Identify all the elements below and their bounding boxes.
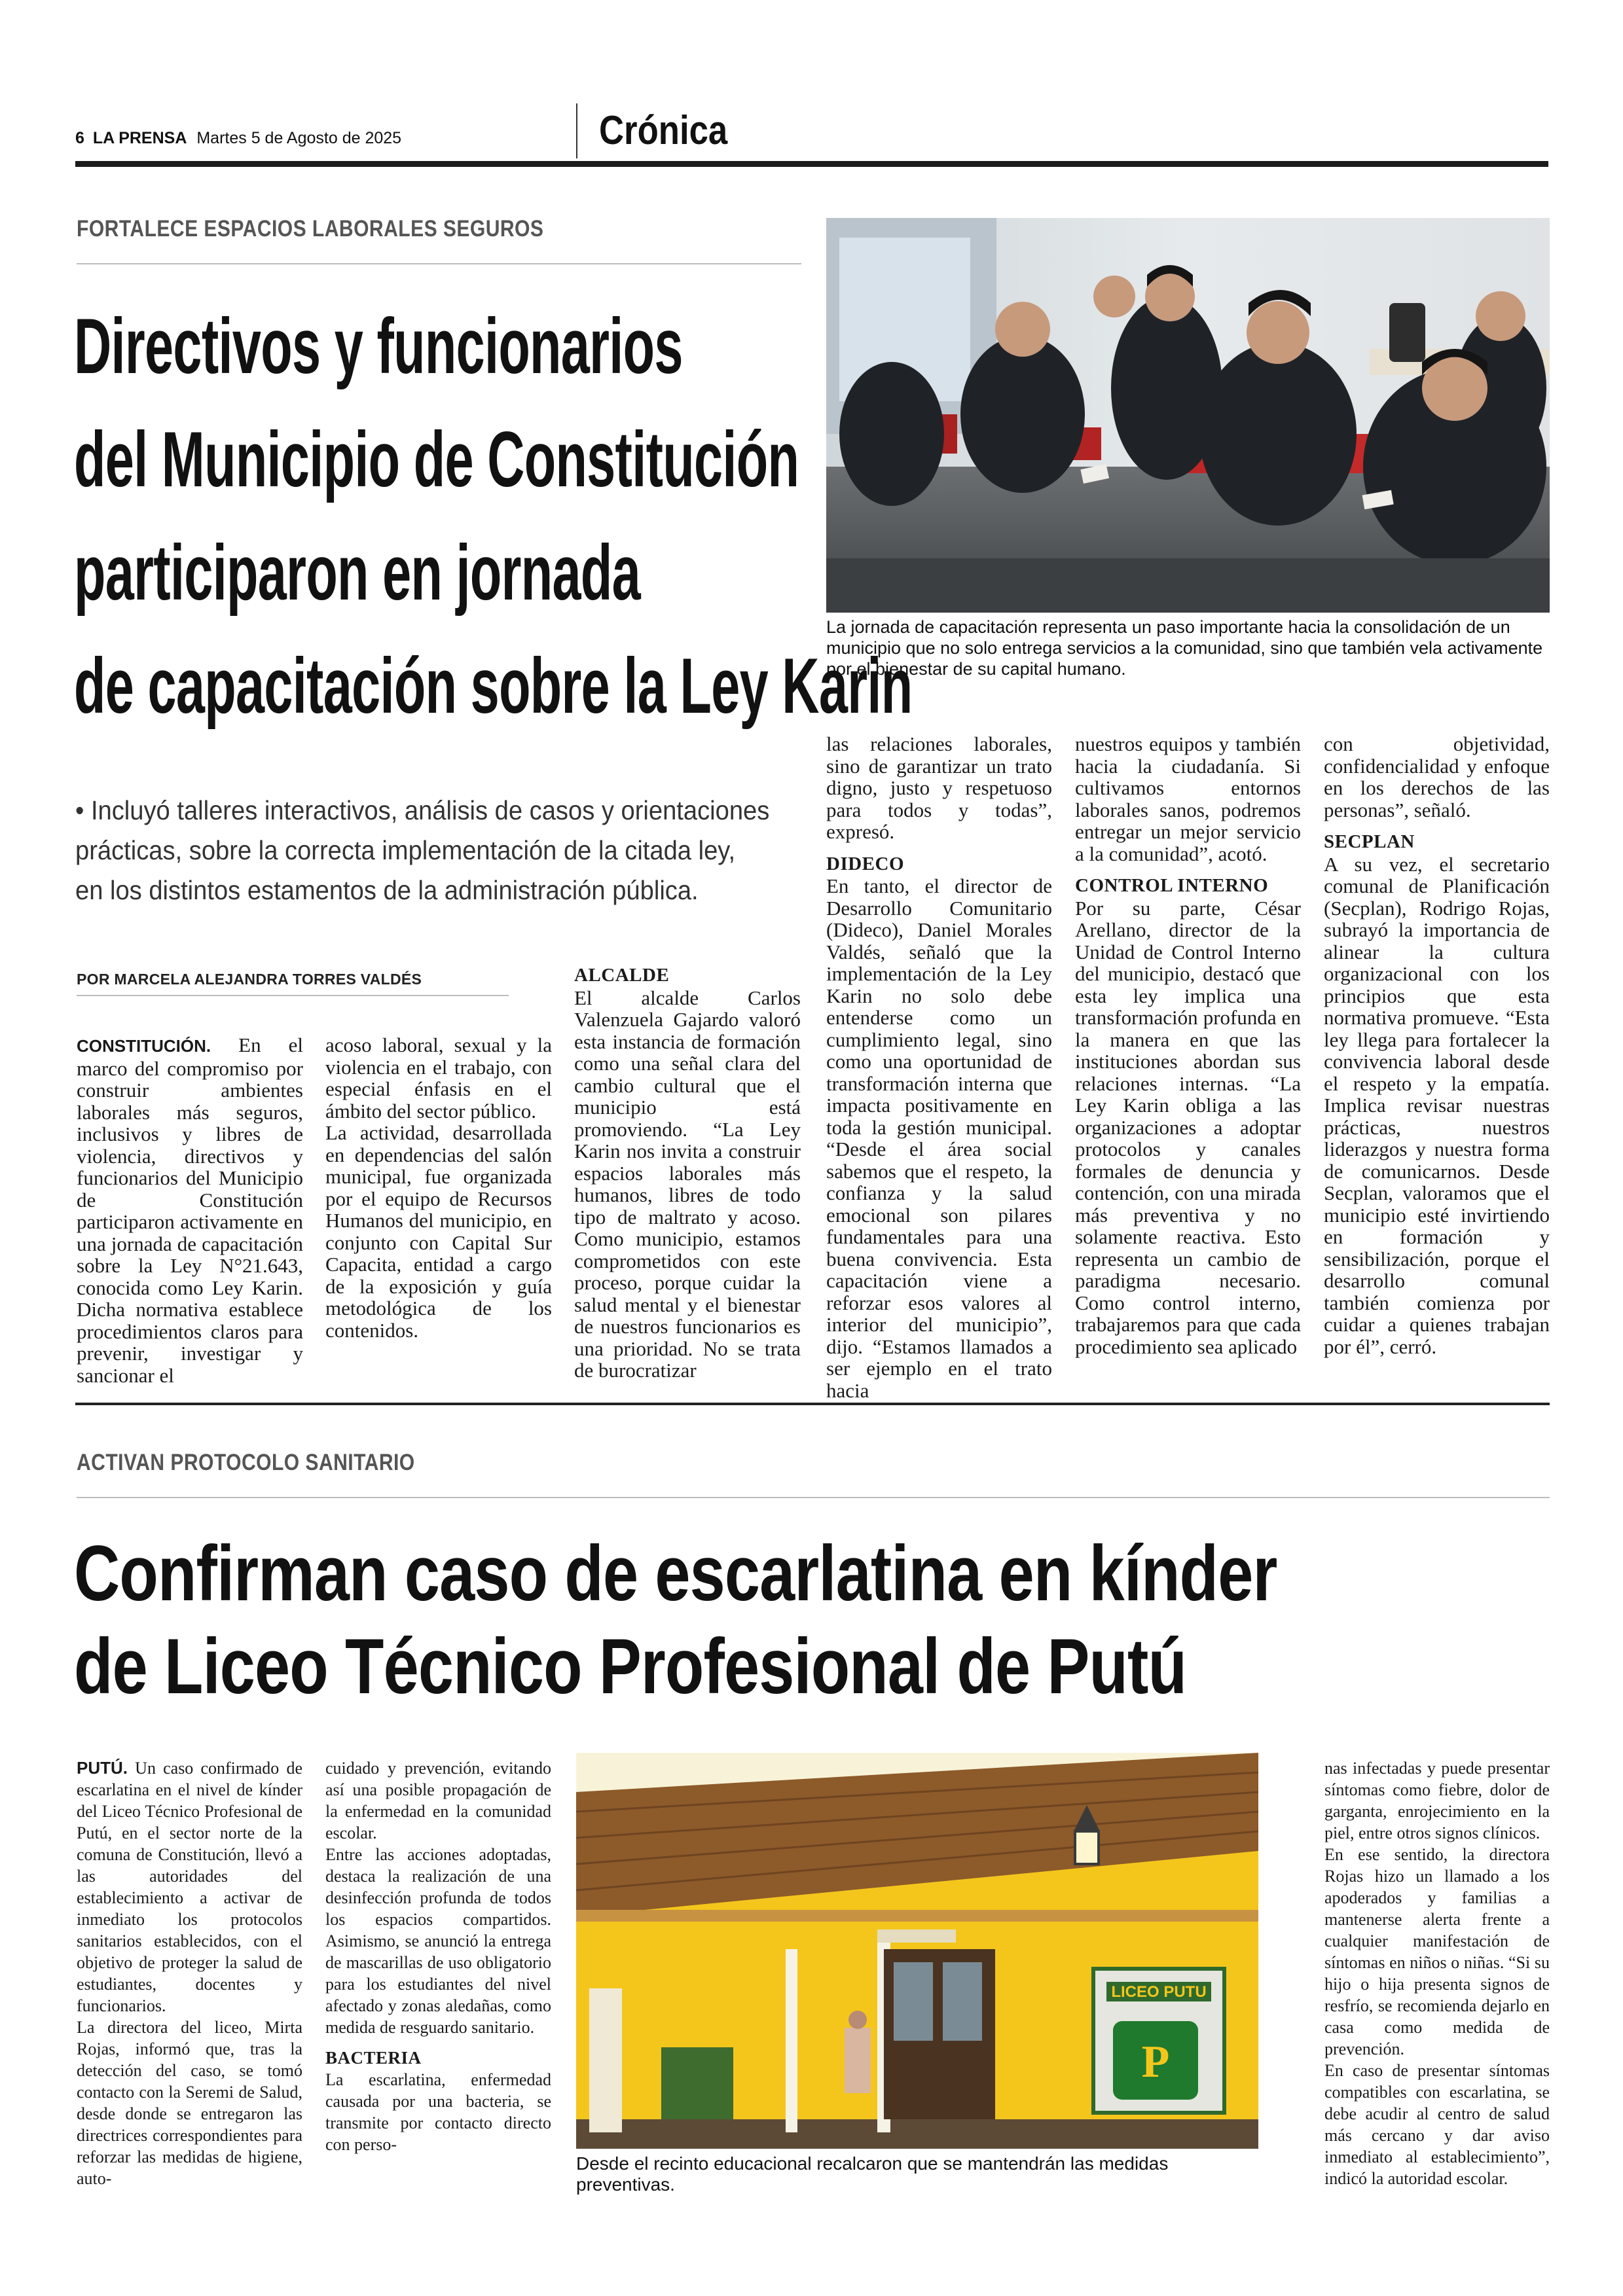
sub-line: en los distintos estamentos de la administración pública. <box>75 875 699 905</box>
paragraph: cuidado y prevención, evitando así una posible propagación de la enfermedad en la comunidad escolar. <box>325 1759 551 1842</box>
article2-column-3 <box>1324 1757 1550 2189</box>
paragraph: En el marco del compromiso por construir ambientes laborales más seguros, inclusivos y libres de violencia, directivos y funcionarios del Municipio de Constitución participaron activamente en una jornada de capacitación sobre la Ley N°21.643, conocida como Ley Karin. Dicha normativa establece procedimientos claros para prevenir, investigar y sancionar el <box>77 1033 304 1387</box>
article1-kicker: FORTALECE ESPACIOS LABORALES SEGUROS <box>77 216 544 242</box>
section-name: Crónica <box>599 108 728 153</box>
school-sign-text: LICEO PUTU <box>1111 1983 1207 2001</box>
paragraph: En tanto, el director de Desarrollo Comunitario (Dideco), Daniel Morales Valdés, señaló que la implementación de la Ley Karin no solo debe entenderse como un cumplimiento legal, sino como una oportunidad de transformación interna que impacta positivamente en toda la gestión municipal. “Desde el área social sabemos que el respeto, la confianza y la salud emocional son pilares fundamentales para una buena convivencia. Esta capacitación viene a reforzar esos valores al interior del municipio”, dijo. “Estamos llamados a ser ejemplo en el trato hacia <box>826 874 1052 1402</box>
paragraph: El alcalde Carlos Valenzuela Gajardo valoró esta instancia de formación como una señal clara del cambio cultural que el municipio está promoviendo. “La Ley Karin nos invita a construir espacios laborales más humanos, libres de todo tipo de maltrato y acoso. Como municipio, estamos comprometidos con este proceso, porque cuidar la salud mental y el bienestar de nuestros funcionarios es una prioridad. No se trata de burocratizar <box>574 986 801 1382</box>
paragraph: Entre las acciones adoptadas, destaca la realización de una desinfección profunda de todos los espacios compartidos. Asimismo, se anunció la entrega de mascarillas de uso obligatorio para los estudiantes del nivel afectado y zonas aledañas, como medida de resguardo sanitario. <box>325 1845 551 2037</box>
header-rule <box>75 161 1548 167</box>
paragraph: con objetividad, confidencialidad y enfoque en los derechos de las personas”, señaló. <box>1324 732 1550 821</box>
training-photo <box>826 218 1550 613</box>
paragraph: nuestros equipos y también hacia la ciudadanía. Si cultivamos entornos laborales sanos, podremos entregar un mejor servicio a la comunidad”, acotó. <box>1075 732 1301 865</box>
article1-kicker-rule <box>77 263 801 264</box>
article1-column-5 <box>1075 733 1301 1357</box>
byline: POR MARCELA ALEJANDRA TORRES VALDÉS <box>77 971 422 988</box>
paragraph: La directora del liceo, Mirta Rojas, informó que, tras la detección del caso, se tomó contacto con la Seremi de Salud, desde donde se entregaron las directrices correspondientes para reforzar las medidas de higiene, auto- <box>77 2018 302 2188</box>
paragraph: En caso de presentar síntomas compatibles con escarlatina, se debe acudir al centro de salud más cercano y dar aviso inmediato al establecimiento”, indicó la autoridad escolar. <box>1324 2061 1550 2188</box>
paragraph: Un caso confirmado de escarlatina en el nivel de kínder del Liceo Técnico Profesional de Putú, en el sector norte de la comuna de Constitución, llevó a las autoridades del establecimiento a activar de inmediato los protocolos sanitarios establecidos, con el objetivo de proteger la salud de estudiantes, docentes y funcionarios. <box>77 1759 303 2015</box>
article1-column-4 <box>826 733 1052 1401</box>
training-photo-caption: La jornada de capacitación representa un paso importante hacia la consolidación de un municipio que no solo entrega servicios a la comunidad, sino que también vela activamente por el bienestar de su capital humano. <box>826 617 1543 679</box>
headline-line: Directivos y funcionarios <box>74 302 683 390</box>
paragraph: La actividad, desarrollada en dependencias del salón municipal, fue organizada por el equipo de Recursos Humanos del municipio, en conjunto con Capital Sur Capacita, entidad a cargo de la exposición y guía metodológica de los contenidos. <box>325 1121 552 1342</box>
headline-line: Confirman caso de escarlatina en kínder <box>74 1530 1277 1617</box>
article1-column-1 <box>77 1034 303 1386</box>
paragraph: En ese sentido, la directora Rojas hizo un llamado a los apoderados y familias a mantenerse alerta frente a cualquier manifestación de síntomas en niños o niñas. “Si su hijo o hija presenta signos de resfrío, se recomienda dejarlo en casa como medida de prevención. <box>1324 1845 1550 2058</box>
subhead: BACTERIA <box>325 2048 422 2068</box>
sub-line: • Incluyó talleres interactivos, análisis de casos y orientaciones <box>75 795 770 825</box>
header-divider <box>576 103 577 158</box>
article-divider <box>75 1403 1550 1405</box>
paper-name: LA PRENSA <box>92 129 187 147</box>
issue-date: Martes 5 de Agosto de 2025 <box>196 129 402 147</box>
school-building-image <box>576 1753 1258 2149</box>
headline-line: de capacitación sobre la Ley Karin <box>74 642 913 730</box>
paragraph: Por su parte, César Arellano, director de la Unidad de Control Interno del municipio, destacó que esta ley implica una transformación profunda en la manera en que las instituciones abordan sus relaciones internas. “La Ley Karin obliga a las organizaciones a adoptar protocolos y canales formales de denuncia y contención, con una mirada más preventiva y no solamente reactiva. Esto representa un cambio de paradigma necesario. Como control interno, trabajaremos para que cada procedimiento sea aplicado <box>1075 896 1301 1358</box>
headline-line: de Liceo Técnico Profesional de Putú <box>74 1623 1187 1710</box>
article2-column-1 <box>77 1757 302 2189</box>
headline-line: participaron en jornada <box>74 529 640 617</box>
paragraph: acoso laboral, sexual y la violencia en el trabajo, con especial énfasis en el ámbito del sector público. <box>325 1033 552 1122</box>
paragraph: nas infectadas y puede presentar síntomas como fiebre, dolor de garganta, enrojecimiento en la piel, entre otros signos clínicos. <box>1324 1759 1550 1842</box>
paragraph: La escarlatina, enfermedad causada por una bacteria, se transmite por contacto directo con perso- <box>325 2070 551 2154</box>
folio <box>75 129 401 148</box>
training-room-image <box>826 218 1550 613</box>
dateline: CONSTITUCIÓN. <box>77 1036 211 1056</box>
article1-subheadline <box>75 791 822 910</box>
paragraph: las relaciones laborales, sino de garantizar un trato digno, justo y respetuoso para todos y todas”, expresó. <box>826 732 1052 843</box>
sub-line: prácticas, sobre la correcta implementación de la citada ley, <box>75 835 736 865</box>
svg-text:P: P <box>1141 2037 1170 2087</box>
subhead: ALCALDE <box>574 965 670 986</box>
dateline: PUTÚ. <box>77 1758 128 1778</box>
article1-column-2 <box>325 1034 552 1341</box>
article2-column-2 <box>325 1757 551 2155</box>
byline-rule <box>77 995 509 996</box>
article2-kicker: ACTIVAN PROTOCOLO SANITARIO <box>77 1450 415 1475</box>
school-photo-caption: Desde el recinto educacional recalcaron que se mantendrán las medidas preventivas. <box>576 2153 1169 2195</box>
headline-line: del Municipio de Constitución <box>74 416 799 503</box>
paragraph: A su vez, el secretario comunal de Planificación (Secplan), Rodrigo Rojas, subrayó la importancia de alinear la cultura organizacional con los principios que esta normativa promueve. “Esta ley llega para fortalecer la convivencia laboral desde el respeto y la empatía. Implica revisar nuestras prácticas, nuestros liderazgos y nuestra forma de comunicarnos. Desde Secplan, valoramos que el municipio esté invirtiendo en formación y sensibilización, porque el desarrollo comunal también comienza por cuidar a quienes trabajan por él”, cerró. <box>1324 852 1550 1358</box>
subhead: SECPLAN <box>1324 831 1415 852</box>
article2-headline <box>74 1527 1559 1713</box>
article2-kicker-rule <box>77 1497 1550 1498</box>
subhead: DIDECO <box>826 853 905 874</box>
subhead: CONTROL INTERNO <box>1075 875 1269 896</box>
page-number: 6 <box>75 129 84 147</box>
school-photo <box>576 1753 1258 2149</box>
article1-column-6 <box>1324 733 1550 1357</box>
article1-column-3 <box>574 965 801 1382</box>
